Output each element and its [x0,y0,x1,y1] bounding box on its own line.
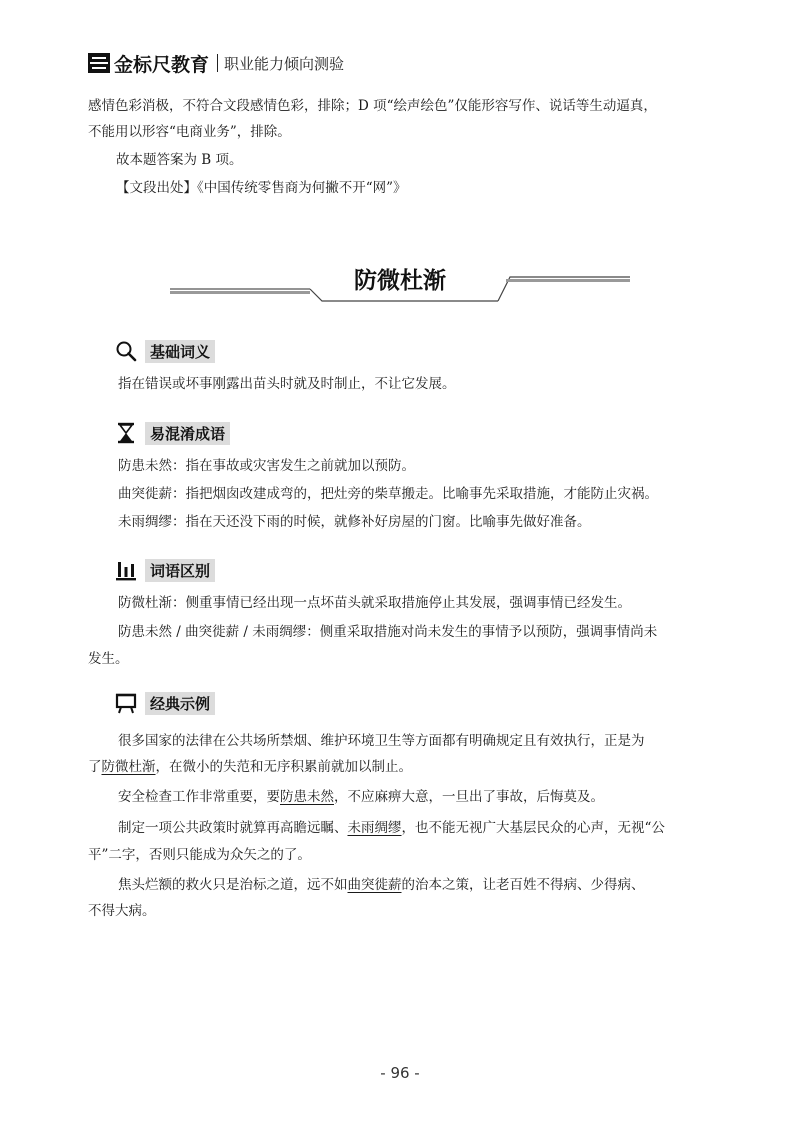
brand-name: 金标尺教育 [114,53,210,76]
section-examples-header [115,690,215,716]
hourglass-icon [115,422,137,444]
section-meaning-header [115,338,215,364]
example-term: 未雨绸缪 [347,820,402,836]
intro-line-2: 不能用以形容“电商业务”，排除。 [88,124,291,140]
answer-line: 故本题答案为 B 项。 [116,152,243,168]
section-confusables-header [115,420,230,446]
page-header [88,50,344,76]
example-1-line-1: 很多国家的法律在公共场所禁烟、维护环境卫生等方面都有明确规定且有效执行，正是为 [118,733,645,749]
example-3-line-1: 制定一项公共政策时就算再高瞻远瞩、未雨绸缪，也不能无视广大基层民众的心声，无视“公 [118,820,665,836]
difference-line-3: 发生。 [88,651,129,667]
confusable-item: 未雨绸缪：指在天还没下雨的时候，就修补好房屋的门窗。比喻事先做好准备。 [118,514,591,530]
page-title: 防微杜渐 [354,267,446,294]
example-term: 防患未然 [280,789,334,805]
logo-icon [88,53,110,73]
example-term: 防微杜渐 [101,759,156,775]
section-difference-label: 词语区别 [145,559,215,582]
header-subtitle: 职业能力倾向测验 [224,54,345,73]
example-2: 安全检查工作非常重要，要防患未然，不应麻痹大意，一旦出了事故，后悔莫及。 [118,789,604,805]
magnifier-icon [115,340,137,362]
section-meaning-label: 基础词义 [145,340,215,363]
confusable-item: 防患未然：指在事故或灾害发生之前就加以预防。 [118,458,415,474]
header-divider [217,54,218,72]
example-4-line-1: 焦头烂额的救火只是治标之道，远不如曲突徙薪的治本之策，让老百姓不得病、少得病、 [118,877,645,893]
section-confusables-label: 易混淆成语 [145,422,230,445]
section-examples-label: 经典示例 [145,692,215,715]
title-banner [170,262,630,308]
page-number: - 96 - [380,1064,420,1082]
meaning-text: 指在错误或坏事刚露出苗头时就及时制止，不让它发展。 [118,376,456,392]
example-3-line-2: 平”二字，否则只能成为众矢之的了。 [88,847,311,863]
difference-line-2: 防患未然 / 曲突徙薪 / 未雨绸缪：侧重采取措施对尚未发生的事情予以预防，强调事情尚未 [118,624,658,640]
example-term: 曲突徙薪 [347,877,402,893]
confusable-item: 曲突徙薪：指把烟囱改建成弯的，把灶旁的柴草搬走。比喻事先采取措施，才能防止灾祸。 [118,486,658,502]
example-1-line-2: 了防微杜渐，在微小的失范和无序积累前就加以制止。 [88,759,412,775]
bar-chart-icon [115,559,137,581]
section-difference-header [115,557,215,583]
difference-line-1: 防微杜渐：侧重事情已经出现一点坏苗头就采取措施停止其发展，强调事情已经发生。 [118,595,631,611]
source-line: 【文段出处】《中国传统零售商为何撇不开“网”》 [116,180,407,196]
intro-line-1: 感情色彩消极，不符合文段感情色彩，排除；D 项“绘声绘色”仅能形容写作、说话等生动逼真， [88,98,657,114]
example-4-line-2: 不得大病。 [88,903,156,919]
easel-icon [115,692,137,714]
